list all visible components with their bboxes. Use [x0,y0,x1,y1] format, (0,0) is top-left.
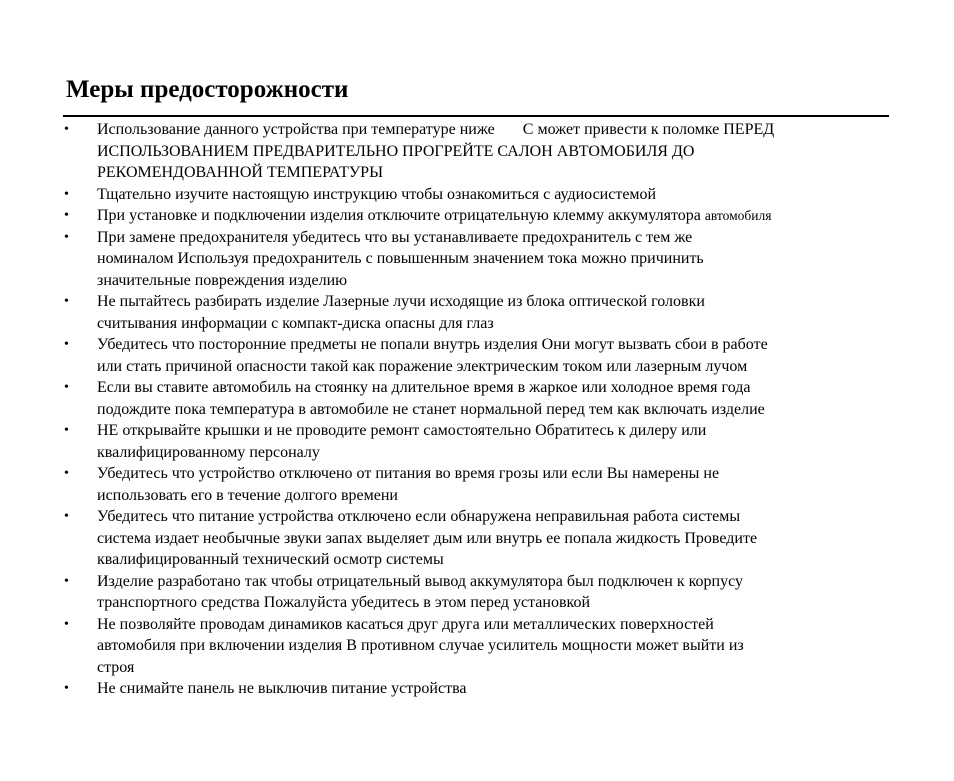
bullet-icon: • [64,509,69,524]
item-line: Убедитесь что посторонние предметы не попали внутрь изделия Они могут вызвать сбои в работе [97,336,768,353]
bullet-icon: • [64,573,69,589]
bullet-icon: • [64,681,69,696]
item-line: транспортного средства Пожалуйста убедитесь в этом перед установкой [97,594,591,611]
item-line: значительные повреждения изделию [97,271,348,289]
item-line: квалифицированный технический осмотр системы [97,551,444,568]
item-text-small: автомобиля [704,208,772,223]
item-line: номиналом Используя предохранитель с повышенным значением тока можно причинить [97,250,704,267]
item-line: Если вы ставите автомобиль на стоянку на длительное время в жаркое или холодное время года [97,379,751,396]
item-line: Не позволяйте проводам динамиков касаться друг друга или металлических поверхностей [97,615,714,633]
list-item [0,291,897,334]
list-item [0,614,897,679]
list-item [0,506,897,571]
bullet-icon: • [64,466,69,481]
item-line: квалифицированному персоналу [97,443,320,461]
item-line: Не пытайтесь разбирать изделие Лазерные лучи исходящие из блока оптической головки [97,293,705,310]
item-text: С может привести к поломке ПЕРЕД [522,121,775,138]
item-line: Не снимайте панель не выключив питание устройства [97,680,467,697]
item-line: Изделие разработано так чтобы отрицательный вывод аккумулятора был подключен к корпусу [97,572,744,590]
item-text: При установке и подключении изделия отключите отрицательную клемму аккумулятора [97,207,701,224]
item-line: Убедитесь что питание устройства отключено если обнаружена неправильная работа системы [97,508,741,525]
item-line: система издает необычные звуки запах выделяет дым или внутрь ее попала жидкость Проведите [97,529,758,547]
bullet-icon: • [64,423,69,438]
list-item [0,184,897,206]
item-line: подождите пока температура в автомобиле не станет нормальной перед тем как включать изделие [97,400,765,418]
item-line [97,119,897,141]
item-line: При замене предохранителя убедитесь что вы устанавливаете предохранитель с тем же [97,228,693,246]
item-line [97,205,897,227]
list-item [0,571,897,614]
bullet-icon: • [64,294,69,309]
item-line: Тщательно изучите настоящую инструкцию чтобы ознакомиться с аудиосистемой [97,185,657,203]
title-divider [63,115,889,117]
item-line: использовать его в течение долгого времени [97,486,398,504]
bullet-icon: • [64,616,69,632]
bullet-icon: • [64,337,69,352]
item-line: автомобиля при включении изделия В противном случае усилитель мощности может выйти из [97,637,744,654]
item-line: ИСПОЛЬЗОВАНИЕМ ПРЕДВАРИТЕЛЬНО ПРОГРЕЙТЕ САЛОН АВТОМОБИЛЯ ДО [97,142,695,160]
bullet-icon: • [64,380,69,395]
list-item [0,420,897,463]
list-item [0,334,897,377]
item-line: Убедитесь что устройство отключено от питания во время грозы или если Вы намерены не [97,465,720,482]
list-item [0,463,897,506]
item-line: РЕКОМЕНДОВАННОЙ ТЕМПЕРАТУРЫ [97,164,384,181]
item-line: строя [97,658,135,676]
page-title: Меры предосторожности [66,76,349,103]
list-item [0,377,897,420]
item-text: Использование данного устройства при температуре ниже [97,121,495,138]
bullet-icon: • [64,186,69,202]
list-item [0,227,897,292]
item-line: считывания информации с компакт-диска опасны для глаз [97,314,494,332]
item-line: НЕ открывайте крышки и не проводите ремонт самостоятельно Обратитесь к дилеру или [97,422,707,439]
precautions-list [0,119,954,700]
list-item [0,205,897,227]
bullet-icon: • [64,208,69,223]
list-item [0,119,897,184]
bullet-icon: • [64,122,69,137]
bullet-icon: • [64,229,69,245]
list-item [0,678,897,700]
item-line: или стать причиной опасности такой как поражение электрическим током или лазерным лучом [97,357,748,375]
